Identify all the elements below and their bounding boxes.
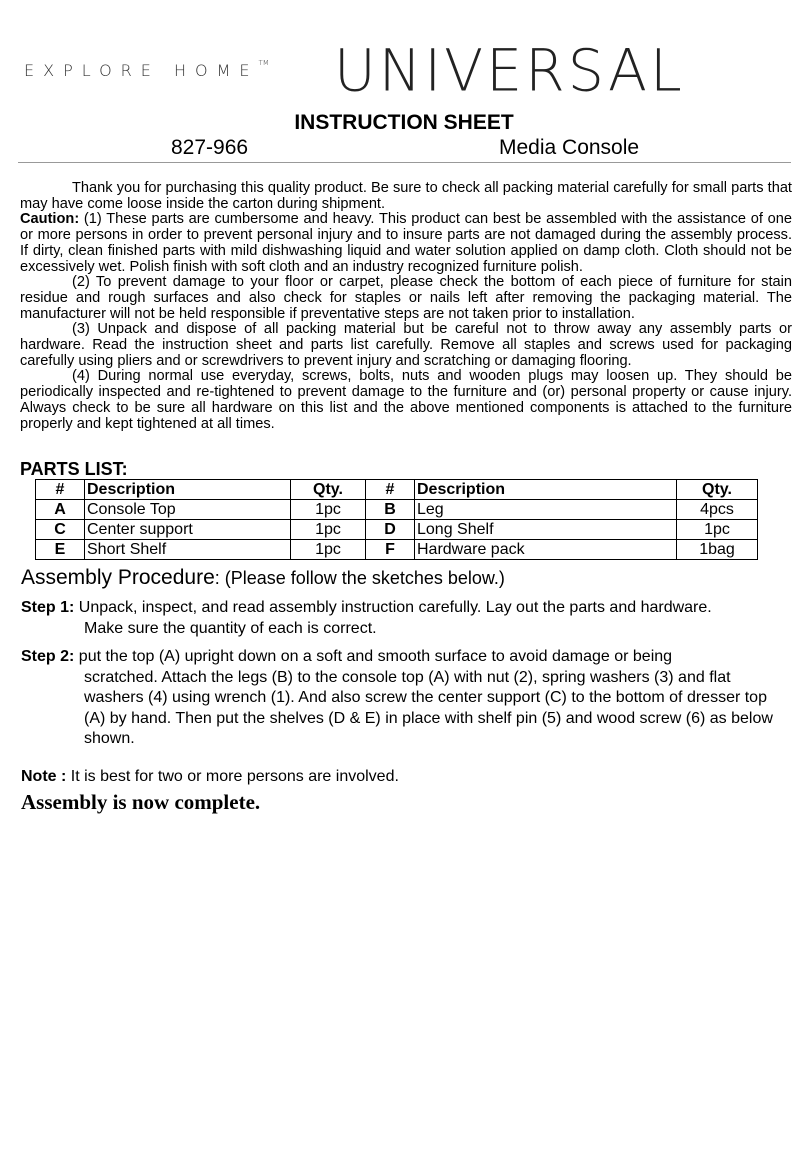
caution-label: Caution: (20, 211, 80, 228)
intro-paragraph: Thank you for purchasing this quality product. Be sure to check all packing material carefully for small parts that may have come loose inside the carton during shipment. (20, 180, 792, 212)
part-id: F (366, 540, 415, 560)
table-row (36, 500, 758, 520)
caution-text: (1) These parts are cumbersome and heavy. This product can best be assembled with the assistance of one or more persons in order to prevent personal injury and to insure parts are not damaged during the assembly process. If dirty, clean finished parts with mild dishwashing liquid and water solution applied on damp cloth. Cloth should not be excessively wet. Polish finish with soft cloth and an industry recognized furniture polish. (20, 211, 792, 275)
brand-universal-logo: UNIVERSAL (334, 37, 685, 105)
step-2 (21, 647, 791, 750)
part-description: Hardware pack (415, 540, 677, 560)
brand-left-text: EXPLORE HOME (24, 61, 259, 80)
part-qty: 1pc (677, 520, 758, 540)
header-cell: Description (415, 480, 677, 500)
caution-paragraph (20, 212, 792, 275)
header-cell: # (36, 480, 85, 500)
completion-message: Assembly is now complete. (21, 790, 261, 814)
page-title: INSTRUCTION SHEET (294, 111, 514, 134)
parts-list-heading: PARTS LIST: (20, 459, 128, 479)
note-text: It is best for two or more persons are involved. (66, 768, 399, 785)
part-qty: 1bag (677, 540, 758, 560)
step-text-continued: Make sure the quantity of each is correct. (84, 619, 377, 637)
assembly-heading (21, 566, 505, 590)
intro-text (20, 181, 792, 432)
part-id: C (36, 520, 85, 540)
step-text-continued: scratched. Attach the legs (B) to the console top (A) with nut (2), spring washers (3) and flat washers (4) using wrench (1). And also screw the center support (C) to the bottom of dresser top (A) by hand. Then put the shelves (D & E) in place with shelf pin (5) and wood screw (6) as below shown. (84, 668, 773, 747)
part-description: Console Top (85, 500, 291, 520)
note (21, 768, 399, 786)
caution-paragraph-4: (4) During normal use everyday, screws, bolts, nuts and wooden plugs may loosen up. They should be periodically inspected and re-tightened to prevent damage to the furniture and (or) personal property or cause injury. Always check to be sure all hardware on this list and the above mentioned components is attached to the furniture properly and kept tightened at all times. (20, 368, 792, 432)
header-cell: # (366, 480, 415, 500)
step-label: Step 2: (21, 648, 75, 665)
step-label: Step 1: (21, 599, 75, 616)
part-description: Short Shelf (85, 540, 291, 560)
step-text: put the top (A) upright down on a soft and smooth surface to avoid damage or being (74, 648, 673, 665)
step-1 (21, 598, 791, 639)
table-row (36, 540, 758, 560)
caution-paragraph-2: (2) To prevent damage to your floor or carpet, please check the bottom of each piece of furniture for stain residue and rough surfaces and also check for staples or nails left after removing the packaging material. The manufacturer will not be held responsible if preventative steps are not taken prior to installation. (20, 274, 792, 322)
part-id: E (36, 540, 85, 560)
header-cell: Qty. (291, 480, 366, 500)
trademark-mark: TM (258, 59, 269, 67)
header-cell: Qty. (677, 480, 758, 500)
caution-paragraph-3: (3) Unpack and dispose of all packing material but be careful not to throw away any assembly parts or hardware. Read the instruction sheet and parts list carefully. Remove all staples and screws used for packaging carefully using pliers and or screwdrivers to prevent injury and scratching or damaging flooring. (20, 321, 792, 369)
step-text: Unpack, inspect, and read assembly instruction carefully. Lay out the parts and hardware. (74, 599, 712, 616)
part-description: Long Shelf (415, 520, 677, 540)
part-id: B (366, 500, 415, 520)
assembly-title: Assembly Procedure (21, 566, 215, 589)
part-qty: 4pcs (677, 500, 758, 520)
part-description: Center support (85, 520, 291, 540)
header-divider (18, 162, 791, 163)
part-qty: 1pc (291, 500, 366, 520)
brand-explore-home (24, 61, 269, 80)
parts-table (35, 479, 758, 560)
assembly-subtitle: : (Please follow the sketches below.) (214, 568, 505, 588)
table-row (36, 520, 758, 540)
part-qty: 1pc (291, 540, 366, 560)
part-id: A (36, 500, 85, 520)
note-label: Note : (21, 768, 67, 785)
part-id: D (366, 520, 415, 540)
table-header-row (36, 480, 758, 500)
part-description: Leg (415, 500, 677, 520)
header-cell: Description (85, 480, 291, 500)
part-qty: 1pc (291, 520, 366, 540)
product-name: Media Console (499, 136, 640, 159)
model-number: 827-966 (171, 136, 249, 159)
